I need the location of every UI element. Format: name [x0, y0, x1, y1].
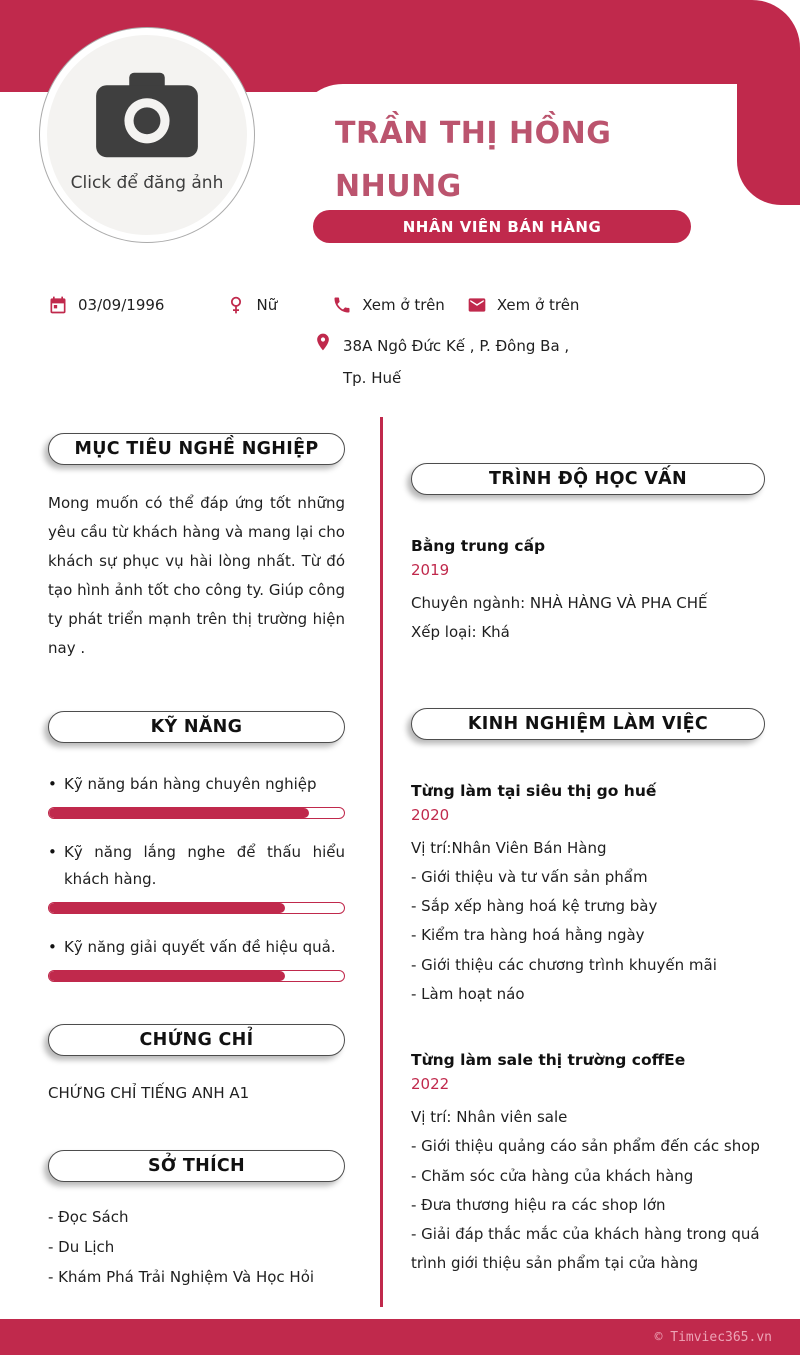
camera-icon — [89, 67, 205, 163]
phone-field — [332, 295, 445, 315]
phone-icon — [332, 295, 352, 315]
header-right-strip — [737, 0, 800, 205]
skill-label: • Kỹ năng lắng nghe để thấu hiểu khách hàng. — [48, 839, 345, 893]
gender-value: Nữ — [256, 296, 278, 314]
skill-progress-fill — [49, 808, 309, 818]
mail-icon — [467, 295, 487, 315]
education-entry — [411, 537, 765, 648]
experience-title: Từng làm sale thị trường coffEe — [411, 1051, 686, 1069]
footer — [0, 1319, 800, 1355]
skill-progress-bar — [48, 807, 345, 819]
personal-info-row-1 — [0, 295, 800, 315]
header — [0, 0, 800, 255]
experience-entry — [411, 782, 765, 1010]
education-details — [411, 589, 765, 648]
experience-detail-line: - Giới thiệu và tư vấn sản phẩm — [411, 867, 648, 886]
dob-value: 03/09/1996 — [78, 296, 165, 314]
skill-progress-bar — [48, 970, 345, 982]
skill-progress-fill — [49, 971, 285, 981]
skill-progress-fill — [49, 903, 285, 913]
skills-list — [48, 771, 345, 982]
dob-field — [48, 295, 164, 315]
experience-detail-line: - Chăm sóc cửa hàng của khách hàng — [411, 1166, 694, 1185]
education-year: 2019 — [411, 561, 450, 579]
skill-label: • Kỹ năng giải quyết vấn đề hiệu quả. — [48, 934, 345, 961]
photo-placeholder-label: Click để đăng ảnh — [70, 173, 224, 193]
email-value: Xem ở trên — [496, 296, 580, 314]
address-field — [0, 331, 800, 394]
experience-year: 2022 — [411, 1075, 450, 1093]
hobby-item: - Khám Phá Trải Nghiệm Và Học Hỏi — [48, 1267, 315, 1286]
gender-field — [226, 295, 277, 315]
location-pin-icon — [313, 332, 333, 352]
section-heading-certificates: CHỨNG CHỈ — [48, 1024, 345, 1056]
experience-detail-line: - Giới thiệu quảng cáo sản phẩm đến các shop — [411, 1137, 760, 1156]
experience-detail-line: Vị trí:Nhân Viên Bán Hàng — [411, 838, 607, 857]
calendar-icon — [48, 295, 68, 315]
skill-label: • Kỹ năng bán hàng chuyên nghiệp — [48, 771, 345, 798]
experience-details — [411, 834, 765, 1010]
experience-detail-line: - Giải đáp thắc mắc của khách hàng trong quá trình giới thiệu sản phẩm tại cửa hàng — [411, 1225, 760, 1273]
right-column — [383, 389, 800, 1319]
gender-icon — [226, 295, 246, 315]
experience-detail-line: - Đưa thương hiệu ra các shop lớn — [411, 1195, 666, 1214]
section-heading-education: TRÌNH ĐỘ HỌC VẤN — [411, 463, 765, 495]
hobby-item: - Du Lịch — [48, 1237, 115, 1256]
education-title: Bằng trung cấp — [411, 537, 546, 555]
experience-detail-line: - Làm hoạt náo — [411, 984, 525, 1003]
address-line-2: Tp. Huế — [343, 368, 402, 387]
education-detail-line: Xếp loại: Khá — [411, 623, 510, 642]
skill-progress-bar — [48, 902, 345, 914]
address-line-1: 38A Ngô Đức Kế , P. Đông Ba , — [343, 337, 570, 355]
objective-text: Mong muốn có thể đáp ứng tốt những yêu cầu từ khách hàng và mang lại cho khách sự phục vụ hài lòng nhất. Từ đó tạo hình ảnh tốt cho công ty. Giúp công ty phát triển mạnh trên thị trường hiện nay . — [48, 494, 345, 657]
hobby-item: - Đọc Sách — [48, 1207, 129, 1226]
skill-item — [48, 934, 345, 982]
section-heading-skills: KỸ NĂNG — [48, 711, 345, 743]
job-title-badge: NHÂN VIÊN BÁN HÀNG — [313, 210, 691, 243]
experience-detail-line: Vị trí: Nhân viên sale — [411, 1108, 568, 1126]
email-field — [467, 295, 580, 315]
address-lines — [343, 331, 569, 394]
section-heading-hobbies: SỞ THÍCH — [48, 1150, 345, 1182]
experience-detail-line: - Giới thiệu các chương trình khuyến mãi — [411, 955, 717, 974]
skill-item — [48, 771, 345, 819]
experience-detail-line: - Kiểm tra hàng hoá hằng ngày — [411, 926, 645, 945]
personal-info — [0, 255, 800, 389]
copyright-text: © Timviec365.vn — [654, 1329, 772, 1345]
photo-upload-placeholder[interactable] — [40, 28, 254, 242]
skill-item — [48, 839, 345, 914]
experience-title: Từng làm tại siêu thị go huế — [411, 781, 657, 800]
left-column — [0, 389, 380, 1319]
experience-detail-line: - Sắp xếp hàng hoá kệ trưng bày — [411, 897, 658, 915]
main-columns — [0, 389, 800, 1319]
section-heading-objective: MỤC TIÊU NGHỀ NGHIỆP — [48, 433, 345, 465]
candidate-name: TRẦN THỊ HỒNG NHUNG — [335, 116, 612, 204]
experience-details — [411, 1103, 765, 1279]
hobby-list — [48, 1202, 345, 1292]
experience-year: 2020 — [411, 805, 450, 824]
phone-value: Xem ở trên — [362, 296, 445, 314]
education-detail-line: Chuyên ngành: NHÀ HÀNG VÀ PHA CHẾ — [411, 594, 708, 612]
certificate-item: CHỨNG CHỈ TIẾNG ANH A1 — [48, 1083, 250, 1102]
section-heading-experience: KINH NGHIỆM LÀM VIỆC — [411, 708, 765, 740]
experience-entry — [411, 1051, 765, 1279]
